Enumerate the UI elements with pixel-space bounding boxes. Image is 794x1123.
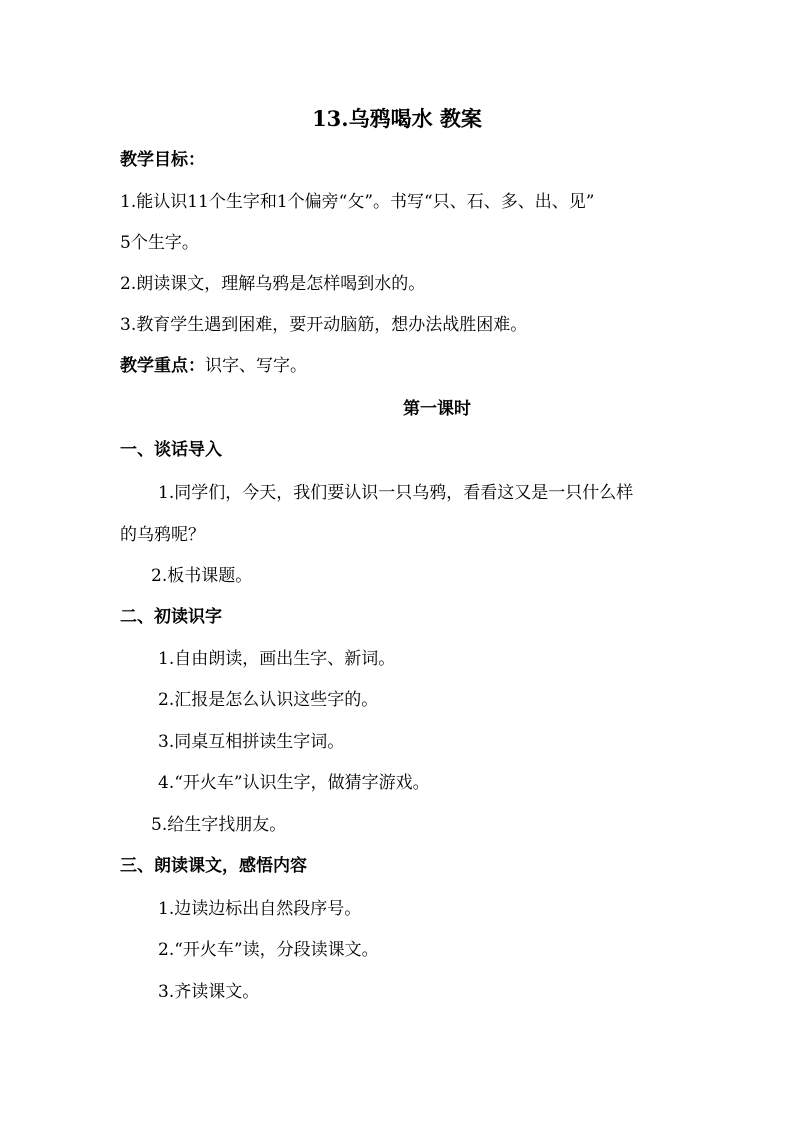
- section-3-item-2: 2.“开火车”读，分段读课文。: [158, 940, 379, 960]
- section-2-item-5: 5.给生字找朋友。: [151, 815, 287, 835]
- section-1-heading: 一、谈话导入: [120, 440, 222, 460]
- section-3-heading: 三、朗读课文，感悟内容: [120, 856, 307, 876]
- section-2-item-2: 2.汇报是怎么认识这些字的。: [158, 690, 379, 710]
- section-1-item-1-line-1: 1.同学们，今天，我们要认识一只乌鸦，看看这又是一只什么样: [158, 483, 634, 503]
- objectives-heading: 教学目标：: [120, 150, 205, 170]
- key-points-label: 教学重点：: [120, 356, 205, 376]
- key-points: [120, 354, 307, 378]
- section-3-item-3: 3.齐读课文。: [158, 982, 260, 1002]
- section-2-item-3: 3.同桌互相拼读生字词。: [158, 732, 345, 752]
- section-1-item-1-line-2: 的乌鸦呢？: [120, 525, 205, 545]
- section-3-item-1: 1.边读边标出自然段序号。: [158, 899, 362, 919]
- section-2-heading: 二、初读识字: [120, 607, 222, 627]
- key-points-text: 识字、写字。: [205, 356, 307, 376]
- section-2-item-1: 1.自由朗读，画出生字、新词。: [158, 649, 396, 669]
- section-1-item-2: 2.板书课题。: [151, 566, 253, 586]
- objective-1-line-2: 5个生字。: [120, 233, 199, 253]
- lesson-heading: 第一课时: [403, 399, 471, 419]
- document-title: 13.乌鸦喝水 教案: [312, 106, 482, 131]
- section-2-item-4: 4.“开火车”认识生字，做猜字游戏。: [158, 773, 430, 793]
- objective-3: 3.教育学生遇到困难，要开动脑筋，想办法战胜困难。: [120, 315, 528, 335]
- objective-2: 2.朗读课文，理解乌鸦是怎样喝到水的。: [120, 274, 426, 294]
- objective-1-line-1: 1.能认识11个生字和1个偏旁“攵”。书写“只、石、多、出、见”: [120, 192, 595, 212]
